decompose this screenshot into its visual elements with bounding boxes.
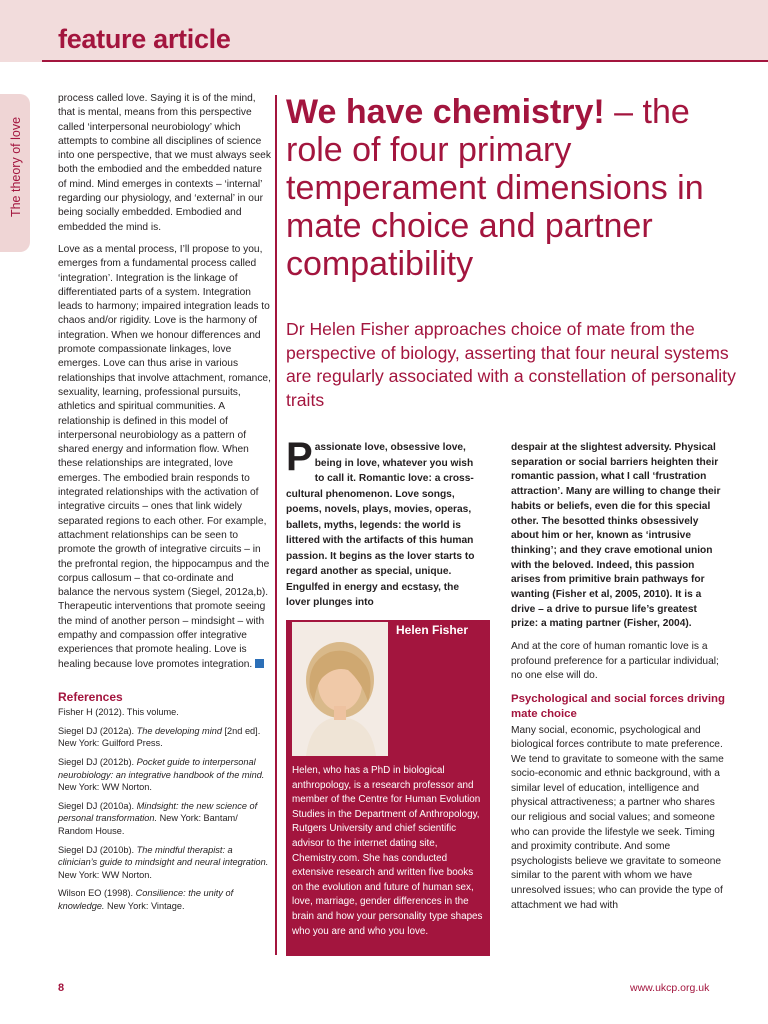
left-paragraph-1: process called love. Saying it is of the mind, that is mental, means from this perspective called ‘interpersonal neurobiology’ which attempts to combine all disciplines of science into one perspective, that we must always seek both the embodied and the embedded nature of mind. Mind emerges in contexts – ‘internal’ regarding our physiology, and ‘external’ in our being socially embedded. Embodied and embedded the mind is. (58, 93, 271, 233)
headline-rest: – the role of four primary temperament dimensions in mate choice and partner compatibility (286, 93, 704, 283)
reference-item: Siegel DJ (2010b). The mindful therapist: a clinician’s guide to mindsight and neural integration. New York: WW Norton. (58, 844, 269, 880)
reference-item: Siegel DJ (2010a). Mindsight: the new science of personal transformation. New York: Bantam/ Random House. (58, 800, 258, 836)
reference-item: Siegel DJ (2012b). Pocket guide to interpersonal neurobiology: an integrative handbook of the mind. New York: WW Norton. (58, 756, 265, 793)
end-of-article-icon (255, 659, 264, 668)
reference-item: Siegel DJ (2012a). The developing mind [2nd ed]. New York: Guilford Press. (58, 725, 261, 749)
left-column (58, 92, 272, 918)
page-number: 8 (58, 982, 65, 994)
intro-text: assionate love, obsessive love, being in love, whatever you wish to call it. Romantic love: a cross-cultural phenomenon. Love songs, poems, novels, plays, movies, operas, ballets, myths, legends: the world is littered with the artifacts of this human passion. It begins as the lover starts to regard another as special, unique. Engulfed in energy and ecstasy, the lover plunges into (286, 442, 475, 608)
headline-bold: We have chemistry! (286, 93, 605, 131)
references-heading: References (58, 689, 123, 704)
section-title: feature article (58, 24, 231, 54)
right-paragraph-2: And at the core of human romantic love is a profound preference for a particular individual; no one else will do. (511, 641, 719, 682)
right-column (511, 441, 725, 921)
article-headline (286, 93, 746, 283)
bio-name: Helen Fisher (396, 623, 469, 637)
column-divider (275, 95, 277, 955)
drop-cap: P (286, 435, 313, 479)
right-paragraph-1: despair at the slightest adversity. Physical separation or social barriers heighten their romantic passion, what I call ‘frustration attraction’. Many are willing to change their habits or beliefs, even die for this special other. The besotted thinks obsessively about him or her, known as ‘intrusive thinking’; and they crave emotional union with the beloved. Indeed, this passion arises from primitive brain pathways for wanting (Fisher et al, 2005, 2010). It is a drive – a drive to pursue life’s greatest prize: a mating partner (Fisher, 2004). (511, 442, 721, 630)
standfirst: Dr Helen Fisher approaches choice of mate from the perspective of biology, asserting that four neural systems are regularly associated with a constellation of personality traits (286, 319, 736, 410)
header-rule (42, 60, 768, 62)
reference-item: Fisher H (2012). This volume. (58, 707, 179, 718)
references-list (58, 706, 272, 912)
website-link[interactable]: www.ukcp.org.uk (630, 982, 710, 994)
intro-column (286, 435, 476, 611)
right-paragraph-3: Many social, economic, psychological and biological forces contribute to mate preference. We tend to gravitate to someone with the same socio-economic and ethnic background, with a similar level of education, intelligence and physical attractiveness; a partner who shares our religious and social values; and someone who can provide the lifestyle we seek. Timing and proximity contribute. And some psychologists believe we gravitate to someone similar to the parent with whom we have unresolved issues; who can provide the type of attachment we had with (511, 724, 724, 911)
side-tab-label: The theory of love (9, 116, 23, 218)
subheading: Psychological and social forces driving mate choice (511, 692, 725, 720)
author-photo (292, 622, 388, 756)
left-paragraph-2-text: Love as a mental process, I’ll propose to you, emerges from a fundamental process called ‘integration’. Integration is the linkage of differentiated parts of a system. Integration leads to harmony; impaired integration leads to chaos and/or rigidity. Love is the harmony of integration. When we honour differences and promote compassionate linkages, love emerges. Love can thus arise in various relationships that involve attachment, romance, sexuality, learning, professional pursuits, athletics and spiritual communities. A relationship is defined in this model of interpersonal neurobiology as a pattern of shared energy and information flow. When these relationships are integrated, love emerges. The embodied brain responds to integrated relationships with the activation of integrative circuits – ones that link widely separated regions to each other. For example, attachment relationships can be seen to promote the growth of integrative circuits – in the prefrontal region, the hippocampus and the corpus callosum – that co-ordinate and balance the nervous system (Siegel, 2012a,b). Therapeutic interventions that promote seeing the mind of another person – mindsight – with empathy and compassion offer integrative experiences that promote healing. Love is healing because love promotes integration. (58, 243, 271, 670)
left-paragraph-2 (58, 243, 272, 672)
bio-text: Helen, who has a PhD in biological anthropology, is a research professor and member of the Centre for Human Evolution Studies in the Department of Anthropology, Rutgers University and chief scientific advisor to the internet dating site, Chemistry.com. She has conducted extensive research and written five books on the evolution and future of human sex, love, marriage, gender differences in the brain and how your personality type shapes who you are and who you love. (292, 765, 483, 937)
reference-item: Wilson EO (1998). Consilience: the unity of knowledge. New York: Vintage. (58, 888, 234, 911)
